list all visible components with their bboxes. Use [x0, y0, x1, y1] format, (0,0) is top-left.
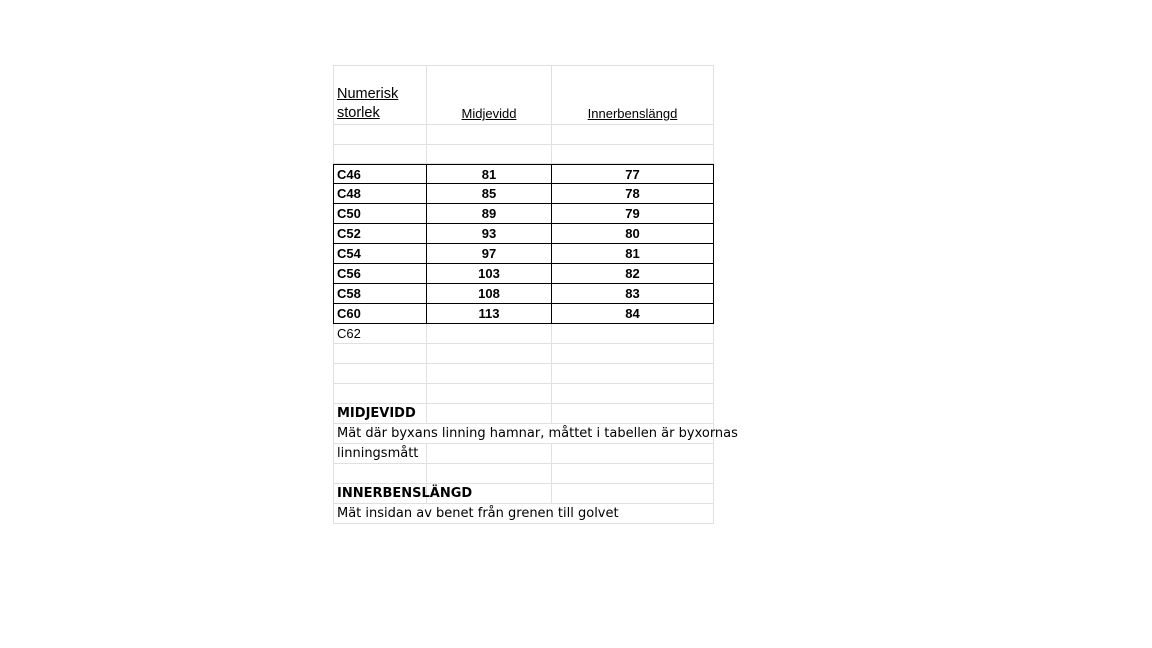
empty-cell[interactable] — [333, 464, 427, 484]
empty-cell[interactable] — [552, 464, 714, 484]
note-row — [333, 444, 714, 464]
waist-cell[interactable]: 97 — [427, 244, 552, 264]
inseam-note-title: INNERBENSLÄNGD — [337, 486, 473, 501]
table-row — [333, 224, 714, 244]
size-chart-sheet — [333, 65, 738, 524]
waist-cell[interactable]: 85 — [427, 184, 552, 204]
size-cell[interactable]: C60 — [333, 304, 427, 324]
waist-note-text2-cell[interactable] — [333, 444, 427, 464]
empty-cell[interactable] — [427, 344, 552, 364]
empty-cell[interactable] — [333, 125, 427, 145]
header-cell-size[interactable] — [333, 65, 427, 125]
table-row — [333, 264, 714, 284]
inseam-cell[interactable]: 82 — [552, 264, 714, 284]
empty-cell[interactable] — [552, 364, 714, 384]
waist-note-text: Mät där byxans linning hamnar, måttet i tabellen är byxornas — [337, 426, 738, 441]
inseam-cell[interactable]: 80 — [552, 224, 714, 244]
table-row — [333, 244, 714, 264]
inseam-cell[interactable]: 77 — [552, 164, 714, 184]
empty-cell[interactable] — [333, 364, 427, 384]
table-row — [333, 164, 714, 184]
empty-cell[interactable] — [552, 324, 714, 344]
empty-cell[interactable] — [552, 404, 714, 424]
size-cell[interactable]: C52 — [333, 224, 427, 244]
empty-cell[interactable] — [427, 324, 552, 344]
waist-note-text-cell[interactable] — [333, 424, 738, 444]
empty-cell[interactable] — [333, 384, 427, 404]
waist-cell[interactable]: 93 — [427, 224, 552, 244]
waist-cell[interactable]: 81 — [427, 164, 552, 184]
inseam-note-text-cell[interactable] — [333, 504, 714, 524]
inseam-cell[interactable]: 83 — [552, 284, 714, 304]
empty-cell[interactable] — [552, 484, 714, 504]
table-row — [333, 284, 714, 304]
empty-cell[interactable] — [427, 364, 552, 384]
note-row — [333, 404, 714, 424]
size-cell[interactable]: C48 — [333, 184, 427, 204]
waist-cell[interactable]: 89 — [427, 204, 552, 224]
empty-row — [333, 125, 714, 145]
empty-row — [333, 464, 714, 484]
waist-note-text-2: linningsmått — [337, 446, 419, 461]
empty-row — [333, 364, 714, 384]
extra-size-row — [333, 324, 714, 344]
empty-cell[interactable] — [552, 344, 714, 364]
empty-row — [333, 384, 714, 404]
note-row — [333, 504, 714, 524]
size-cell[interactable]: C56 — [333, 264, 427, 284]
empty-cell[interactable] — [427, 444, 552, 464]
waist-note-title: MIDJEVIDD — [337, 406, 416, 421]
inseam-note-title-cell[interactable] — [333, 484, 473, 504]
empty-cell[interactable] — [427, 464, 552, 484]
inseam-cell[interactable]: 78 — [552, 184, 714, 204]
empty-row — [333, 145, 714, 164]
header-cell-inseam[interactable] — [552, 65, 714, 125]
size-cell[interactable]: C58 — [333, 284, 427, 304]
empty-cell[interactable] — [552, 444, 714, 464]
header-row — [333, 65, 714, 125]
waist-note-title-cell[interactable] — [333, 404, 427, 424]
size-cell[interactable]: C54 — [333, 244, 427, 264]
empty-cell[interactable] — [552, 125, 714, 145]
table-row — [333, 184, 714, 204]
note-row — [333, 484, 714, 504]
inseam-note-text: Mät insidan av benet från grenen till golvet — [337, 506, 619, 521]
size-cell[interactable]: C50 — [333, 204, 427, 224]
header-inseam-label: Innerbenslängd — [587, 106, 678, 121]
note-row — [333, 424, 738, 444]
empty-cell[interactable] — [333, 145, 427, 164]
waist-cell[interactable]: 108 — [427, 284, 552, 304]
extra-size-cell[interactable]: C62 — [333, 324, 427, 344]
waist-cell[interactable]: 113 — [427, 304, 552, 324]
header-size-label: Numerisk storlek — [337, 86, 399, 121]
waist-cell[interactable]: 103 — [427, 264, 552, 284]
empty-cell[interactable] — [427, 384, 552, 404]
empty-cell[interactable] — [552, 145, 714, 164]
header-cell-waist[interactable] — [427, 65, 552, 125]
empty-cell[interactable] — [427, 145, 552, 164]
size-cell[interactable]: C46 — [333, 164, 427, 184]
header-waist-label: Midjevidd — [461, 106, 517, 121]
empty-cell[interactable] — [427, 404, 552, 424]
inseam-cell[interactable]: 79 — [552, 204, 714, 224]
empty-row — [333, 344, 714, 364]
inseam-cell[interactable]: 81 — [552, 244, 714, 264]
table-row — [333, 204, 714, 224]
table-row — [333, 304, 714, 324]
inseam-cell[interactable]: 84 — [552, 304, 714, 324]
empty-cell[interactable] — [333, 344, 427, 364]
empty-cell[interactable] — [427, 125, 552, 145]
empty-cell[interactable] — [552, 384, 714, 404]
